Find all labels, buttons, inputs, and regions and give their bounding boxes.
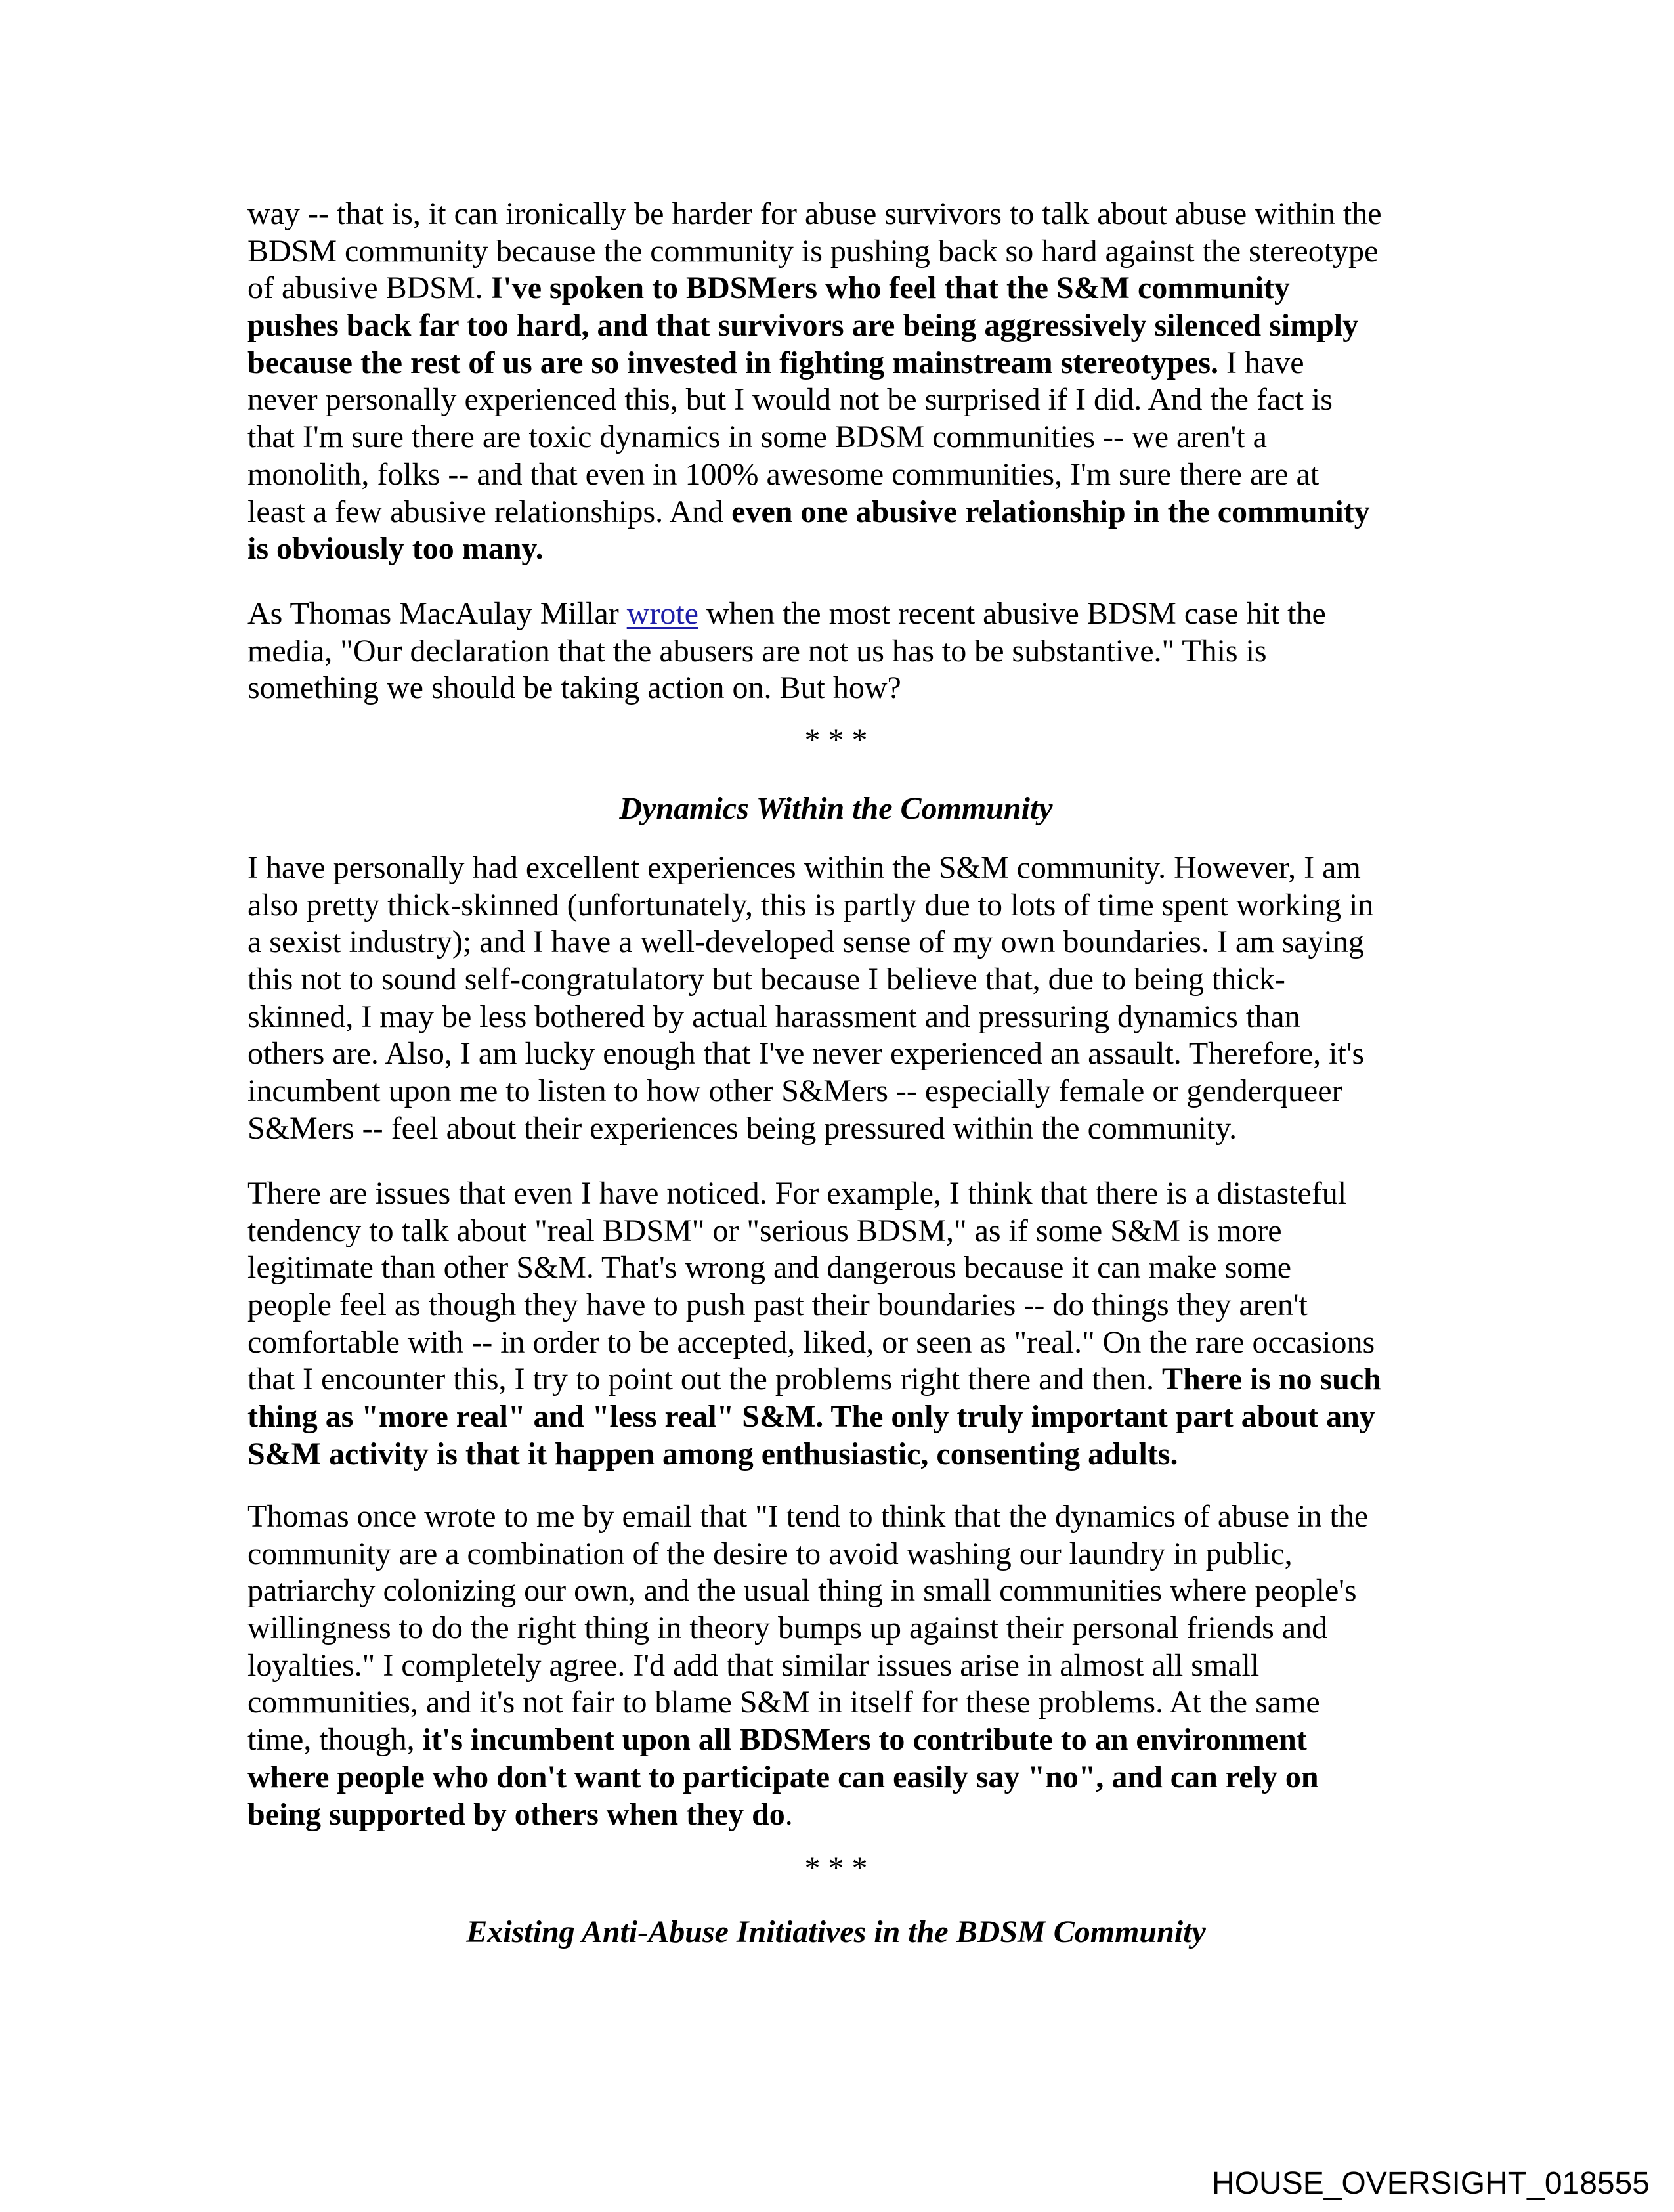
body-text: comfortable with -- in order to be accepted, liked, or seen as "real." On the rare occasions bbox=[247, 1324, 1375, 1360]
text-line bbox=[247, 1399, 1495, 1436]
body-text: Thomas once wrote to me by email that "I tend to think that the dynamics of abuse in the bbox=[247, 1499, 1369, 1534]
body-text: incumbent upon me to listen to how other S&Mers -- especially female or genderqueer bbox=[247, 1073, 1342, 1109]
body-text: patriarchy colonizing our own, and the usual thing in small communities where people's bbox=[247, 1573, 1357, 1609]
text-line bbox=[247, 1796, 1495, 1834]
text-line bbox=[247, 1498, 1495, 1536]
body-text: this not to sound self-congratulatory but because I believe that, due to being thick- bbox=[247, 962, 1285, 997]
bold-text: being supported by others when they do bbox=[247, 1796, 785, 1832]
paragraph bbox=[247, 850, 1495, 1148]
body-text: I have bbox=[1218, 345, 1304, 380]
text-line bbox=[247, 270, 1495, 307]
bold-text: where people who don't want to participate can easily say "no", and can rely on bbox=[247, 1759, 1319, 1794]
text-line bbox=[247, 345, 1495, 382]
body-text: There are issues that even I have noticed. For example, I think that there is a distasteful bbox=[247, 1176, 1347, 1211]
body-text: skinned, I may be less bothered by actual harassment and pressuring dynamics than bbox=[247, 999, 1300, 1034]
text-line bbox=[247, 1722, 1495, 1759]
body-text: others are. Also, I am lucky enough that I've never experienced an assault. Therefore, it's bbox=[247, 1036, 1365, 1072]
bold-text: it's incumbent upon all BDSMers to contribute to an environment bbox=[422, 1722, 1307, 1758]
text-line bbox=[247, 419, 1495, 456]
text-line bbox=[247, 887, 1495, 924]
bold-text: because the rest of us are so invested in fighting mainstream stereotypes. bbox=[247, 345, 1218, 380]
text-line bbox=[247, 1759, 1495, 1796]
text-line bbox=[247, 531, 1495, 568]
bold-text: pushes back far too hard, and that survivors are being aggressively silenced simply bbox=[247, 308, 1359, 343]
body-text: . bbox=[784, 1796, 793, 1832]
text-line bbox=[247, 633, 1495, 670]
text-line bbox=[247, 1647, 1495, 1685]
body-text: legitimate than other S&M. That's wrong and dangerous because it can make some bbox=[247, 1250, 1291, 1286]
body-text: communities, and it's not fair to blame S&M in itself for these problems. At the same bbox=[247, 1685, 1320, 1720]
text-line bbox=[247, 596, 1495, 633]
bates-number-footer: HOUSE_OVERSIGHT_018555 bbox=[1212, 2166, 1650, 2201]
text-line bbox=[247, 1035, 1495, 1073]
text-line bbox=[247, 1324, 1495, 1362]
body-text: willingness to do the right thing in theory bumps up against their personal friends and bbox=[247, 1611, 1328, 1646]
body-text: something we should be taking action on. But how? bbox=[247, 670, 901, 706]
text-line bbox=[247, 1572, 1495, 1610]
text-line bbox=[247, 1436, 1495, 1473]
text-line bbox=[247, 670, 1495, 707]
paragraph bbox=[247, 1498, 1495, 1833]
paragraph bbox=[247, 596, 1495, 707]
text-line bbox=[247, 233, 1495, 271]
bold-text: thing as "more real" and "less real" S&M. The only truly important part about any bbox=[247, 1399, 1375, 1435]
body-text: loyalties." I completely agree. I'd add that similar issues arise in almost all small bbox=[247, 1647, 1260, 1683]
text-line bbox=[247, 1175, 1495, 1213]
body-text: I have personally had excellent experiences within the S&M community. However, I am bbox=[247, 850, 1361, 885]
body-text: also pretty thick-skinned (unfortunately, this is partly due to lots of time spent working in bbox=[247, 887, 1374, 922]
text-line bbox=[247, 196, 1495, 233]
text-line bbox=[247, 1213, 1495, 1250]
bold-text: S&M activity is that it happen among enthusiastic, consenting adults. bbox=[247, 1436, 1178, 1471]
body-text: way -- that is, it can ironically be harder for abuse survivors to talk about abuse within the bbox=[247, 196, 1382, 231]
body-text: people feel as though they have to push past their boundaries -- do things they aren't bbox=[247, 1288, 1308, 1323]
text-line bbox=[247, 961, 1495, 999]
body-text: of abusive BDSM. bbox=[247, 271, 491, 306]
bold-text: I've spoken to BDSMers who feel that the S&M community bbox=[490, 271, 1290, 306]
body-text: least a few abusive relationships. And bbox=[247, 494, 732, 529]
body-text: BDSM community because the community is pushing back so hard against the stereotype bbox=[247, 233, 1379, 269]
bold-text: is obviously too many. bbox=[247, 531, 544, 567]
body-text: media, "Our declaration that the abusers are not us has to be substantive." This is bbox=[247, 633, 1267, 668]
text-line bbox=[247, 1610, 1495, 1647]
bold-text: even one abusive relationship in the community bbox=[731, 494, 1370, 529]
section-heading: Dynamics Within the Community bbox=[619, 791, 1053, 826]
section-separator: * * * bbox=[804, 1851, 868, 1886]
bold-text: There is no such bbox=[1162, 1362, 1381, 1397]
text-line bbox=[247, 456, 1495, 494]
text-line bbox=[247, 1684, 1495, 1722]
text-line bbox=[247, 307, 1495, 345]
body-text: that I'm sure there are toxic dynamics in some BDSM communities -- we aren't a bbox=[247, 420, 1267, 455]
paragraph bbox=[247, 196, 1495, 568]
wrote-link[interactable]: wrote bbox=[626, 596, 698, 631]
section-heading: Existing Anti-Abuse Initiatives in the BDSM Community bbox=[466, 1915, 1206, 1949]
body-text: monolith, folks -- and that even in 100% awesome communities, I'm sure there are at bbox=[247, 456, 1320, 492]
body-text: when the most recent abusive BDSM case hit the bbox=[698, 596, 1326, 631]
text-line bbox=[247, 1073, 1495, 1110]
body-text: As Thomas MacAulay Millar bbox=[247, 596, 627, 631]
text-line bbox=[247, 1361, 1495, 1399]
body-text: never personally experienced this, but I would not be surprised if I did. And the fact is bbox=[247, 382, 1333, 418]
body-text: community are a combination of the desire to avoid washing our laundry in public, bbox=[247, 1536, 1293, 1571]
text-line bbox=[247, 1249, 1495, 1287]
text-line bbox=[247, 1536, 1495, 1573]
text-line bbox=[247, 494, 1495, 531]
body-text: S&Mers -- feel about their experiences being pressured within the community. bbox=[247, 1110, 1237, 1146]
body-text: that I encounter this, I try to point out the problems right there and then. bbox=[247, 1362, 1163, 1397]
text-line bbox=[247, 924, 1495, 961]
body-text: a sexist industry); and I have a well-developed sense of my own boundaries. I am saying bbox=[247, 924, 1364, 960]
text-line bbox=[247, 999, 1495, 1036]
section-separator: * * * bbox=[804, 723, 868, 758]
text-line bbox=[247, 850, 1495, 887]
text-line bbox=[247, 1110, 1495, 1148]
text-line bbox=[247, 381, 1495, 419]
body-text: tendency to talk about "real BDSM" or "serious BDSM," as if some S&M is more bbox=[247, 1213, 1282, 1248]
body-text: time, though, bbox=[247, 1722, 423, 1758]
paragraph bbox=[247, 1175, 1495, 1473]
text-line bbox=[247, 1287, 1495, 1324]
